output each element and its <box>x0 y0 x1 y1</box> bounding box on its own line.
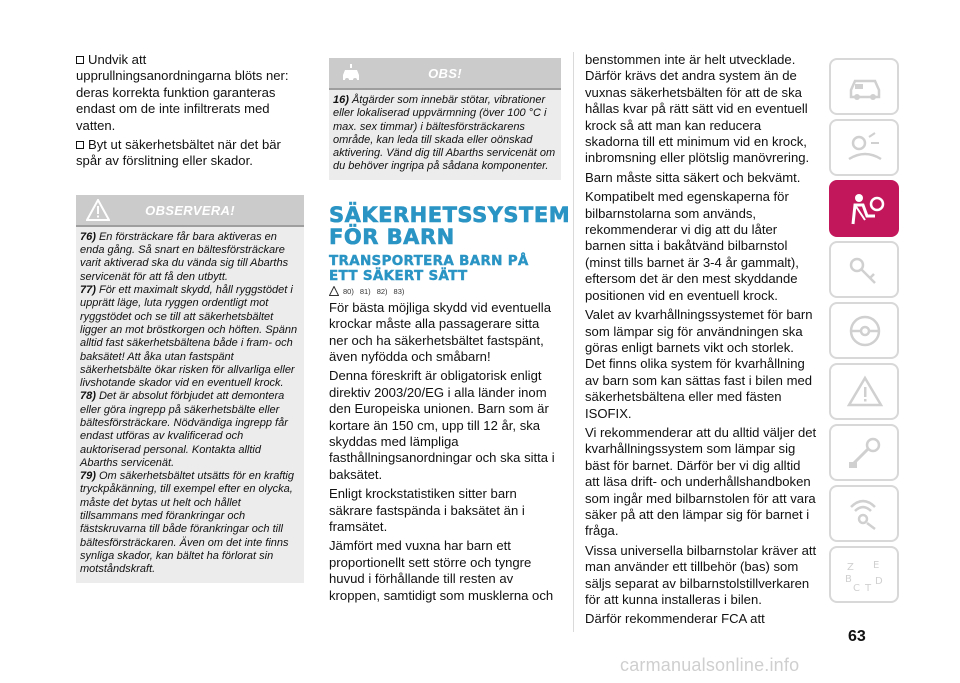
paragraph: Barn måste sitta säkert och bekvämt. <box>585 169 801 185</box>
obs-box <box>329 58 561 180</box>
multimedia-icon <box>845 497 885 531</box>
tab-starting[interactable] <box>829 241 899 298</box>
index-letter: C <box>853 583 860 592</box>
section-heading: SÄKERHETSSYSTEM FÖR BARN <box>329 202 571 249</box>
index-letter: D <box>875 576 883 587</box>
warning-title: OBSERVERA! <box>145 202 235 218</box>
reference-list: 80) 81) 82) 83) <box>329 287 561 297</box>
index-letter: T <box>865 583 872 592</box>
paragraph: Kompatibelt med egenskaperna för bilbarnstolarna som används, rekommenderar vi dig att du låter barnen sitta i bakåtvänd bilbarnstol (minst tills barnet är 3-4 år gammalt), eftersom det är den mest skyddande positionen vid en eventuell krock. <box>585 189 799 303</box>
column-left <box>76 52 304 583</box>
index-letter: B <box>845 574 852 585</box>
warning-box <box>76 195 304 583</box>
warning-note: 76) En försträckare får bara aktiveras en enda gång. Så snart en bältesförsträckare varit aktiverad ska du vända sig till Abarths servicenät för att få den utbytt. <box>80 230 289 283</box>
paragraph: Denna föreskrift är obligatorisk enligt direktiv 2003/20/EG i alla länder inom den Europeiska unionen. Barn som är kortare än 150 cm, upp till 12 år, ska skyddas med lämpliga fasthållningsanordningar och ska sitta i baksätet. <box>329 368 555 482</box>
tab-dashboard-lights[interactable] <box>829 119 899 176</box>
column-middle <box>329 52 571 607</box>
tab-safety[interactable] <box>829 180 899 237</box>
bullet-item: Undvik att upprullningsanordningarna blöts ner: deras korrekta funktion garanteras endast om de inte infiltrerats med vatten. <box>76 52 289 133</box>
bullet-square-icon <box>76 56 84 64</box>
page-number: 63 <box>848 628 866 645</box>
warning-header <box>76 195 304 227</box>
tab-multimedia[interactable] <box>829 485 899 542</box>
warning-note: 77) För ett maximalt skydd, håll ryggstödet i upprätt läge, luta ryggen ordentligt mot ryggstödet och se till att säkerhetsbältet ligger an mot bröstkorgen och höften. Spänn alltid fast säkerhetsbältena både i fram- och baksätet! Att åka utan fastspänt säkerhetsbälte ökar risken för allvarliga eller livshotande skador vid en eventuell krock. <box>80 284 298 390</box>
steering-wheel-icon <box>845 314 885 348</box>
obs-header <box>329 58 561 90</box>
obs-note: 16) Åtgärder som innebär stötar, vibrationer eller lokaliserad uppvärmning (över 100 °C i max. sex timmar) i bältesförsträckarens område, kan leda till skada eller oönskad aktivering. Vänd dig till Abarths servicenät om du behöver ingripa på sådana komponenter. <box>333 94 556 173</box>
index-letter: Z <box>847 562 854 573</box>
column-divider <box>573 52 574 632</box>
tab-car[interactable] <box>829 58 899 115</box>
paragraph: För bästa möjliga skydd vid eventuella krockar måste alla passagerare sitta ner och ha säkerhetsbältet fastspänt, även nyfödda och småbarn! <box>329 299 551 364</box>
index-letters-icon <box>845 558 885 592</box>
paragraph: Jämfört med vuxna har barn ett proportionellt sett större och tyngre huvud i förhållande till resten av kroppen, samtidigt som musklerna och <box>329 538 554 603</box>
warning-note: 78) Det är absolut förbjudet att demontera eller göra ingrepp på säkerhetsbälte eller bältesförsträckare. Nödvändiga ingrepp får endast utföras av kvalificerad och auktoriserad personal. Kontakta alltid Abarths servicenät. <box>80 390 288 469</box>
paragraph: Enligt krockstatistiken sitter barn säkrare fastspända i baksätet än i framsätet. <box>329 486 525 535</box>
index-letter: E <box>873 560 880 571</box>
tab-index[interactable] <box>829 546 899 603</box>
dashboard-lights-icon <box>845 131 885 165</box>
warning-triangle-icon <box>845 375 885 409</box>
obs-body <box>329 90 561 180</box>
key-icon <box>845 253 885 287</box>
bullet-item: Byt ut säkerhetsbältet när det bär spår av förslitning eller skador. <box>76 137 281 169</box>
column-right <box>585 52 817 631</box>
car-icon <box>845 70 885 104</box>
paragraph: Därför rekommenderar FCA att <box>585 611 765 627</box>
warning-body <box>76 227 304 583</box>
subsection-heading: TRANSPORTERA BARN PÅ ETT SÄKERT SÄTT <box>329 252 529 284</box>
paragraph: Vissa universella bilbarnstolar kräver att man använder ett tillbehör (bas) som säljs separat av bilbarnstolstillverkaren för att kunna installeras i bilen. <box>585 542 817 607</box>
paragraph: Valet av kvarhållningssystemet för barn som lämpar sig för användningen ska göras enligt barnets vikt och storlek. Det finns olika system för kvarhållning av barn som kan sättas fast i bilen med säkerhetsbältena eller med fästen ISOFIX. <box>585 307 813 421</box>
chapter-tabs <box>829 58 899 607</box>
obs-title: OBS! <box>428 66 462 81</box>
bullet-square-icon <box>76 141 84 149</box>
tab-emergency[interactable] <box>829 363 899 420</box>
warning-ref-icon <box>329 286 339 296</box>
tab-maintenance[interactable] <box>829 424 899 481</box>
warning-note: 79) Om säkerhetsbältet utsätts för en kraftig tryckpåkänning, till exempel efter en olycka, måste det bytas ut helt och hållet tillsammans med förankringar och fästskruvarna till både förankringar och till bältesförsträckaren. Även om det inte finns synliga skador, kan bältet ha förlorat sin motståndskraft. <box>80 470 294 576</box>
service-wrench-icon <box>845 436 885 470</box>
paragraph: Vi rekommenderar att du alltid väljer det kvarhållningssystem som lämpar sig bäst för barnet. Därför ber vi dig alltid att läsa drift- och underhållshandboken som ingår med bilbarnstolen för att vara säker på att den lämpar sig för barnet i fråga. <box>585 424 817 539</box>
paragraph: benstommen inte är helt utvecklade. Därför krävs det andra system än de vuxnas säkerhetsbälten för att de ska hållas kvar på rätt sätt vid en eventuell krock så att man kan reducera skadorna till ett minimum vid en krock, inbromsning eller plötslig manövrering. <box>585 52 810 166</box>
watermark: carmanualsonline.info <box>620 655 800 675</box>
seatbelt-airbag-icon <box>845 192 885 226</box>
tab-driving[interactable] <box>829 302 899 359</box>
